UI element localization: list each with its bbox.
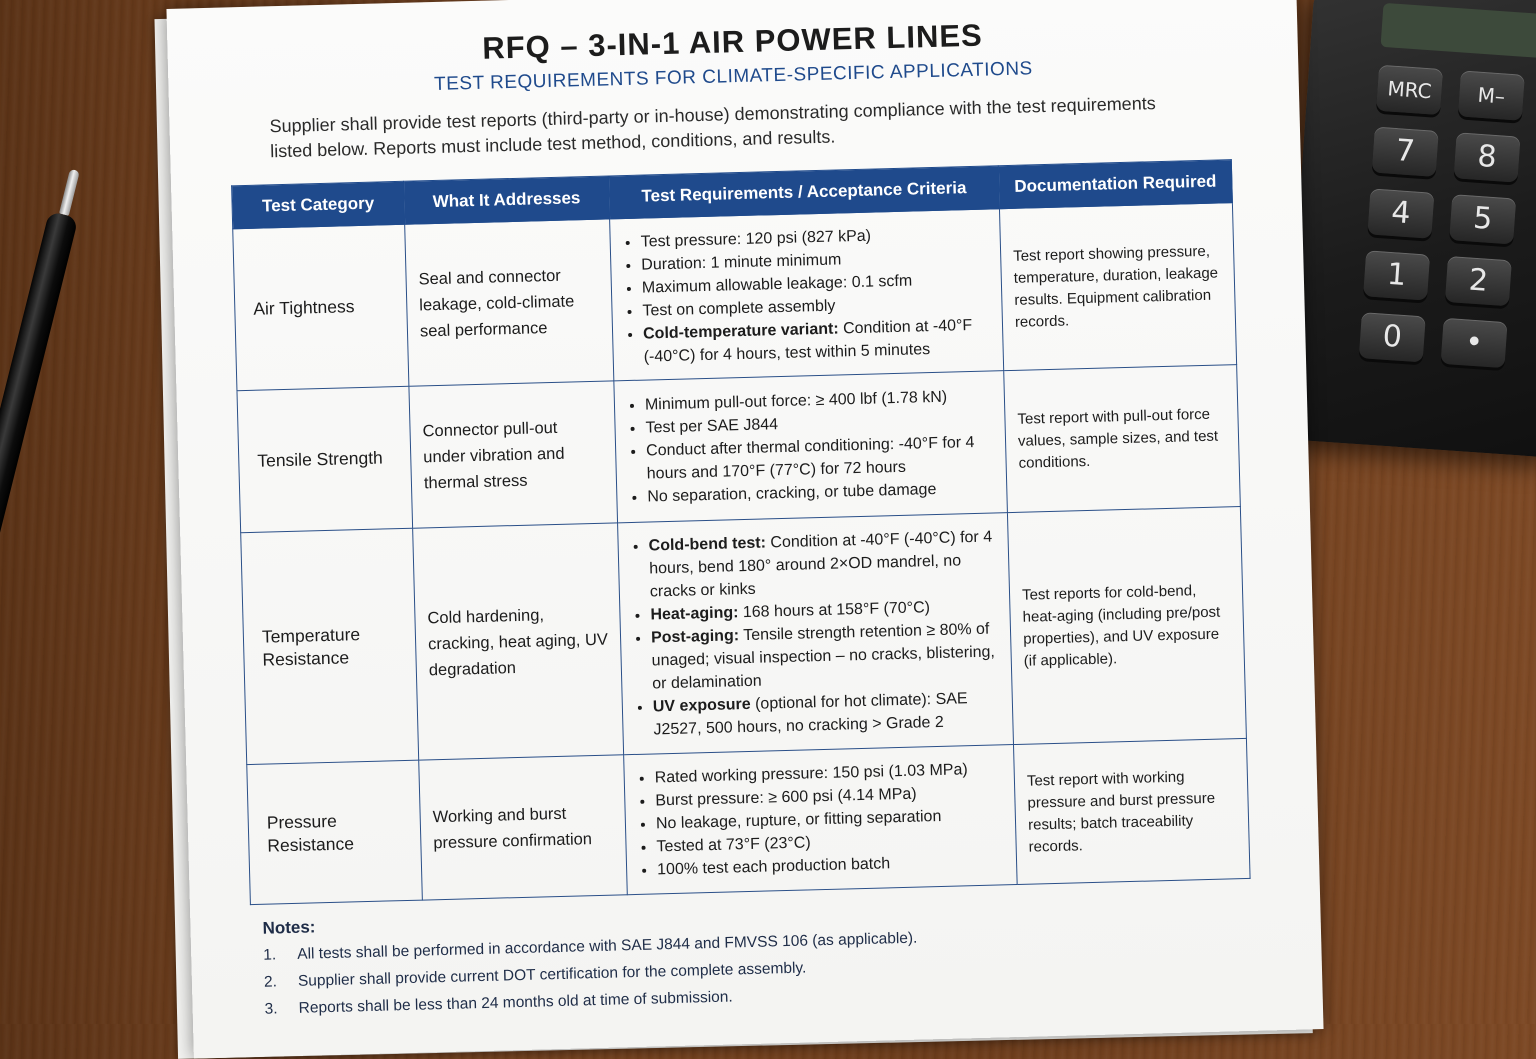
note-number: 3. <box>264 1000 278 1018</box>
calc-key-8: 8 <box>1454 132 1521 182</box>
note-text: Reports shall be less than 24 months old at time of submission. <box>298 988 733 1017</box>
note-number: 1. <box>263 946 277 964</box>
addresses-cell: Connector pull-out under vibration and thermal stress <box>409 381 618 528</box>
criteria-item: • Cold-bend test: Condition at -40°F (-40°C) for 4 hours, bend 180° around 2×OD mandrel, no cracks or kinks <box>648 525 997 603</box>
criteria-item: • No separation, cracking, or tube damage <box>647 476 994 508</box>
documentation-cell: Test report with pull-out force values, sample sizes, and test conditions. <box>1004 365 1241 513</box>
calc-key-7: 7 <box>1372 127 1439 177</box>
table-row <box>233 203 1237 391</box>
documentation-cell: Test report showing pressure, temperature, duration, leakage results. Equipment calibration records. <box>999 203 1236 371</box>
calc-key-m-minus: M– <box>1458 70 1525 120</box>
criteria-cell <box>610 209 1004 381</box>
test-category-cell: Tensile Strength <box>237 386 413 532</box>
documentation-cell: Test report with working pressure and burst pressure results; batch traceability records. <box>1013 738 1250 884</box>
criteria-item: • Duration: 1 minute minimum <box>641 244 988 276</box>
rfq-document <box>166 0 1323 1059</box>
calc-key-0: 0 <box>1359 312 1426 362</box>
criteria-list <box>636 757 1004 882</box>
table-row <box>247 738 1250 904</box>
criteria-item: • Tested at 73°F (23°C) <box>656 826 1003 858</box>
criteria-item: • UV exposure (optional for hot climate): SAE J2527, 500 hours, no cracking > Grade 2 <box>653 686 1001 741</box>
pen-tip <box>59 169 80 216</box>
criteria-item: • Conduct after thermal conditioning: -40°F for 4 hours and 170°F (77°C) for 72 hours <box>646 430 994 485</box>
note-text: All tests shall be performed in accordance with SAE J844 and FMVSS 106 (as applicable). <box>297 929 918 963</box>
table-row <box>237 365 1240 533</box>
note-text: Supplier shall provide current DOT certification for the complete assembly. <box>297 959 807 990</box>
criteria-item: • Post-aging: Tensile strength retention ≥ 80% of unaged; visual inspection – no cracks, blistering, or delamination <box>651 617 1000 695</box>
pen <box>0 166 90 833</box>
criteria-item: • Test per SAE J844 <box>645 407 992 439</box>
test-requirements-table <box>231 159 1251 905</box>
criteria-item: • Test on complete assembly <box>642 290 989 322</box>
calc-key-1: 1 <box>1363 250 1430 300</box>
criteria-item: • Rated working pressure: 150 psi (1.03 MPa) <box>654 757 1001 789</box>
table-row <box>241 507 1247 765</box>
criteria-list <box>622 221 990 369</box>
document-title: RFQ – 3-IN-1 AIR POWER LINES <box>481 17 984 66</box>
calculator-screen <box>1381 3 1536 60</box>
calc-key-mrc: MRC <box>1376 65 1443 115</box>
addresses-cell: Working and burst pressure confirmation <box>419 755 628 900</box>
criteria-item: • Burst pressure: ≥ 600 psi (4.14 MPa) <box>655 780 1002 812</box>
criteria-item: • Test pressure: 120 psi (827 kPa) <box>640 221 987 253</box>
calc-key-2: 2 <box>1445 256 1512 306</box>
criteria-item: • Maximum allowable leakage: 0.1 scfm <box>642 267 989 299</box>
criteria-item: • 100% test each production batch <box>657 849 1004 881</box>
header-what-it-addresses: What It Addresses <box>404 176 610 224</box>
criteria-cell <box>614 371 1008 523</box>
test-category-cell: Pressure Resistance <box>247 760 423 904</box>
calc-key-4: 4 <box>1367 188 1434 238</box>
calc-key-dot: • <box>1441 318 1508 368</box>
header-documentation: Documentation Required <box>998 160 1232 209</box>
header-test-requirements: Test Requirements / Acceptance Criteria <box>608 166 999 219</box>
calc-key-5: 5 <box>1449 194 1516 244</box>
criteria-list <box>627 384 995 509</box>
criteria-cell <box>618 513 1014 755</box>
addresses-cell: Cold hardening, cracking, heat aging, UV degradation <box>413 523 624 760</box>
criteria-item: • Heat-aging: 168 hours at 158°F (70°C) <box>650 594 997 626</box>
criteria-item: • Minimum pull-out force: ≥ 400 lbf (1.78 kN) <box>645 384 992 416</box>
pen-body <box>0 211 78 820</box>
criteria-item: • Cold-temperature variant: Condition at -40°F (-40°C) for 4 hours, test within 5 minutes <box>643 313 991 368</box>
notes-title: Notes: <box>262 917 316 938</box>
calculator <box>1283 0 1536 458</box>
test-category-cell: Air Tightness <box>233 224 409 390</box>
document-intro: Supplier shall provide test reports (third-party or in-house) demonstrating compliance with the test requirements listed below. Reports must include test method, conditions, and results. <box>269 93 1156 162</box>
note-number: 2. <box>263 973 278 991</box>
documentation-cell: Test reports for cold-bend, heat-aging (including pre/post properties), and UV exposure (if applicable). <box>1007 507 1246 745</box>
test-category-cell: Temperature Resistance <box>241 528 419 764</box>
criteria-list <box>630 525 1000 741</box>
addresses-cell: Seal and connector leakage, cold-climate seal performance <box>405 219 614 386</box>
criteria-cell <box>624 745 1018 895</box>
criteria-item: • No leakage, rupture, or fitting separation <box>656 803 1003 835</box>
notes-section <box>262 895 1164 1026</box>
document-subtitle: TEST REQUIREMENTS FOR CLIMATE-SPECIFIC APPLICATIONS <box>433 58 1033 95</box>
header-test-category: Test Category <box>232 181 405 228</box>
